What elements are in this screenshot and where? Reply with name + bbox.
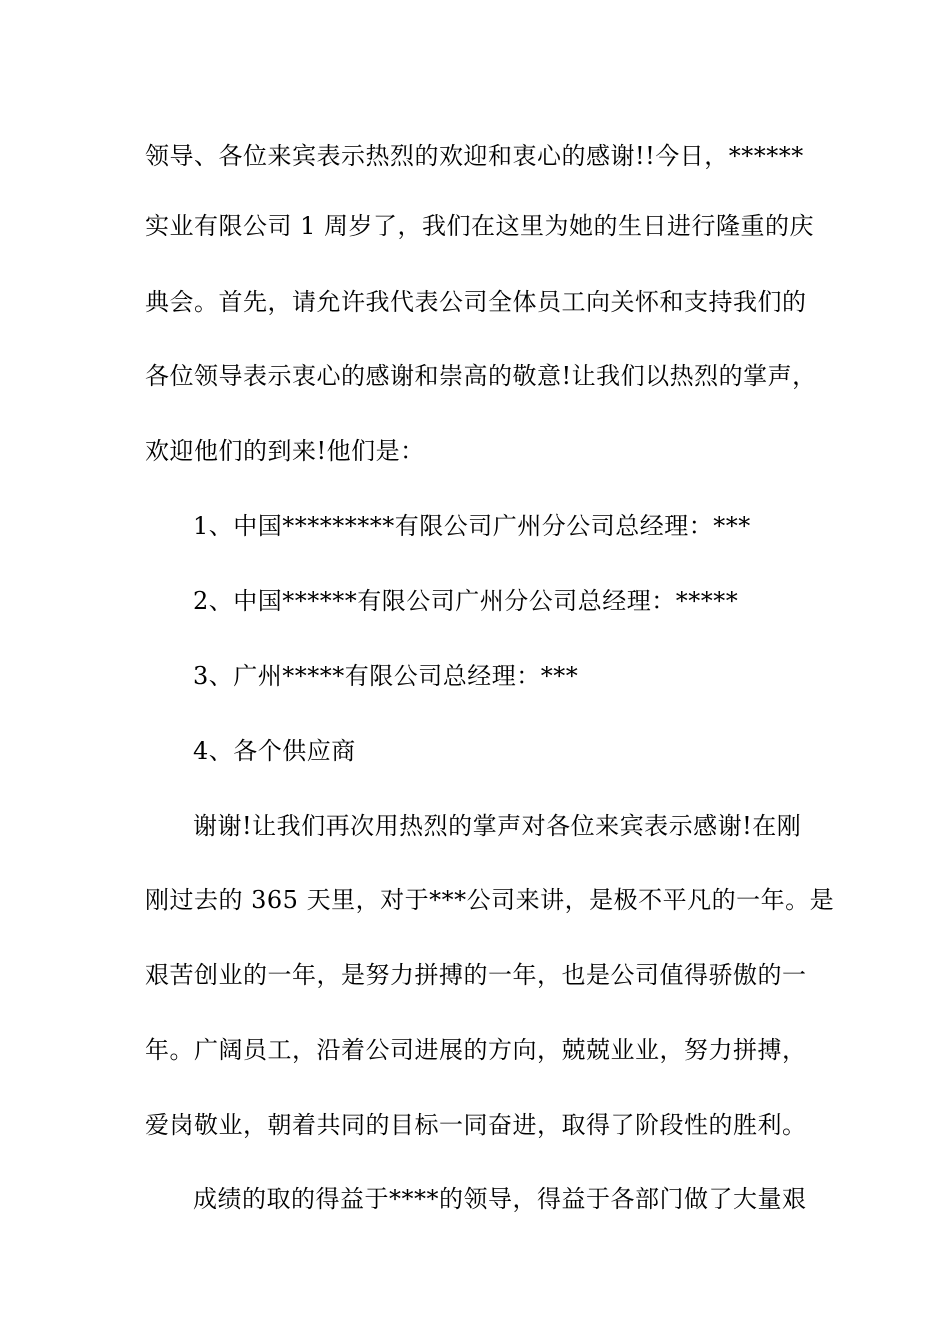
- list-item-4: 4、各个供应商: [193, 737, 356, 765]
- text-line-13: 年。广阔员工，沿着公司进展的方向，兢兢业业，努力拼搏，: [145, 1036, 807, 1064]
- text-line-14: 爱岗敬业，朝着共同的目标一同奋进，取得了阶段性的胜利。: [145, 1111, 807, 1139]
- text-line-12: 艰苦创业的一年，是努力拼搏的一年，也是公司值得骄傲的一: [145, 961, 807, 989]
- list-item-1: 1、中国*********有限公司广州分公司总经理：***: [193, 512, 751, 540]
- text-line-5: 欢迎他们的到来!他们是：: [145, 437, 425, 465]
- text-line-11: 刚过去的 365 天里，对于***公司来讲，是极不平凡的一年。是: [145, 886, 835, 914]
- text-line-4: 各位领导表示衷心的感谢和崇高的敬意!让我们以热烈的掌声，: [145, 362, 817, 390]
- list-item-2: 2、中国******有限公司广州分公司总经理：*****: [193, 587, 739, 615]
- text-line-2: 实业有限公司 1 周岁了，我们在这里为她的生日进行隆重的庆: [145, 212, 815, 240]
- text-line-1: 领导、各位来宾表示热烈的欢迎和衷心的感谢!!今日，******: [145, 142, 804, 170]
- text-line-10: 谢谢!让我们再次用热烈的掌声对各位来宾表示感谢!在刚: [193, 812, 802, 840]
- text-line-3: 典会。首先，请允许我代表公司全体员工向关怀和支持我们的: [145, 288, 807, 316]
- text-line-15: 成绩的取的得益于****的领导，得益于各部门做了大量艰: [193, 1185, 807, 1213]
- list-item-3: 3、广州*****有限公司总经理：***: [193, 662, 579, 690]
